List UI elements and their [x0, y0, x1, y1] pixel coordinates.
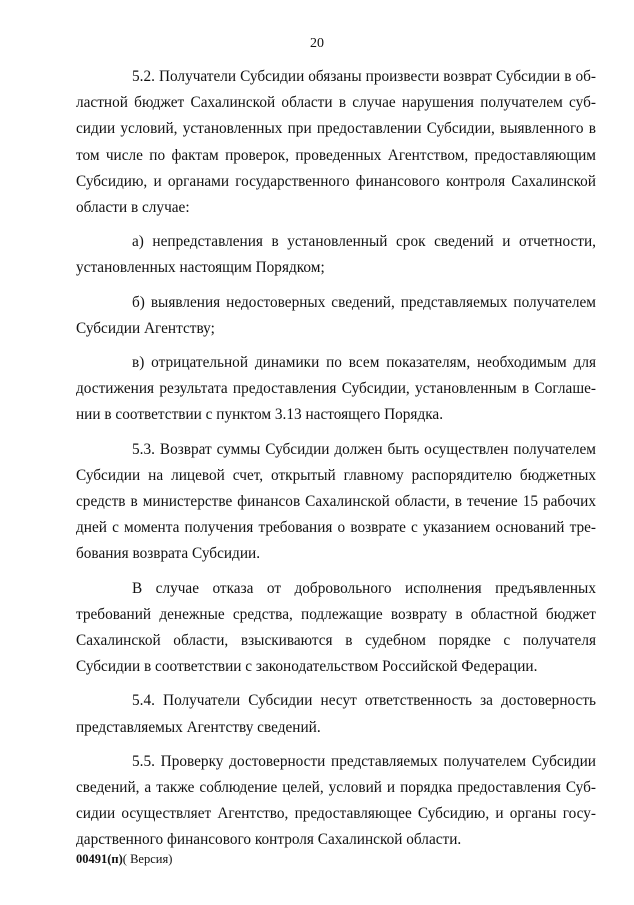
paragraph-5-2-v: в) отрицательной динамики по всем показателям, необходимым для достижения результата предоставления Субсидии, установленным в Соглашении в соответствии с пунктом 3.13 настоящего Порядка. — [76, 354, 596, 424]
document-body — [76, 64, 596, 862]
paragraph-5-2: 5.2. Получатели Субсидии обязаны произвести возврат Субсидии в областной бюджет Сахалинской области в случае нарушения получателем субсидии условий, установленных при предоставлении Субсидии, выявленного в том числе по фактам проверок, проведенных Агентством, предоставляющим Субсидию, и органами государственного финансового контроля Сахалинской области в случае: — [76, 68, 596, 217]
document-footer — [76, 852, 172, 867]
document-version: ( Версия) — [122, 852, 173, 866]
paragraph-5-3: 5.3. Возврат суммы Субсидии должен быть осуществлен получателем Субсидии на лицевой счет, открытый главному распорядителю бюджетных средств в министерстве финансов Сахалинской области, в течение 15 рабочих дней с момента получения требования о возврате с указанием оснований требования возврата Субсидии. — [76, 440, 596, 563]
paragraph-5-5: 5.5. Проверку достоверности представляемых получателем Субсидии сведений, а также соблюдение целей, условий и порядка предоставления Субсидии осуществляет Агентство, предоставляющее Субсидию, и органы государственного финансового контроля Сахалинской области. — [76, 752, 596, 849]
document-code: 00491(п) — [76, 852, 123, 866]
paragraph-5-4: 5.4. Получатели Субсидии несут ответственность за достоверность представляемых Агентству сведений. — [76, 692, 596, 736]
paragraph-5-2-a: а) непредставления в установленный срок сведений и отчетности, установленных настоящим Порядком; — [76, 233, 596, 277]
paragraph-5-2-b: б) выявления недостоверных сведений, представляемых получателем Субсидии Агентству; — [76, 293, 596, 337]
page-number: 20 — [310, 36, 324, 51]
paragraph-refusal: В случае отказа от добровольного исполнения предъявленных требований денежные средства, подлежащие возврату в областной бюджет Сахалинской области, взыскиваются в судебном порядке с получателя Субсидии в соответствии с законодательством Российской Федерации. — [76, 579, 596, 676]
